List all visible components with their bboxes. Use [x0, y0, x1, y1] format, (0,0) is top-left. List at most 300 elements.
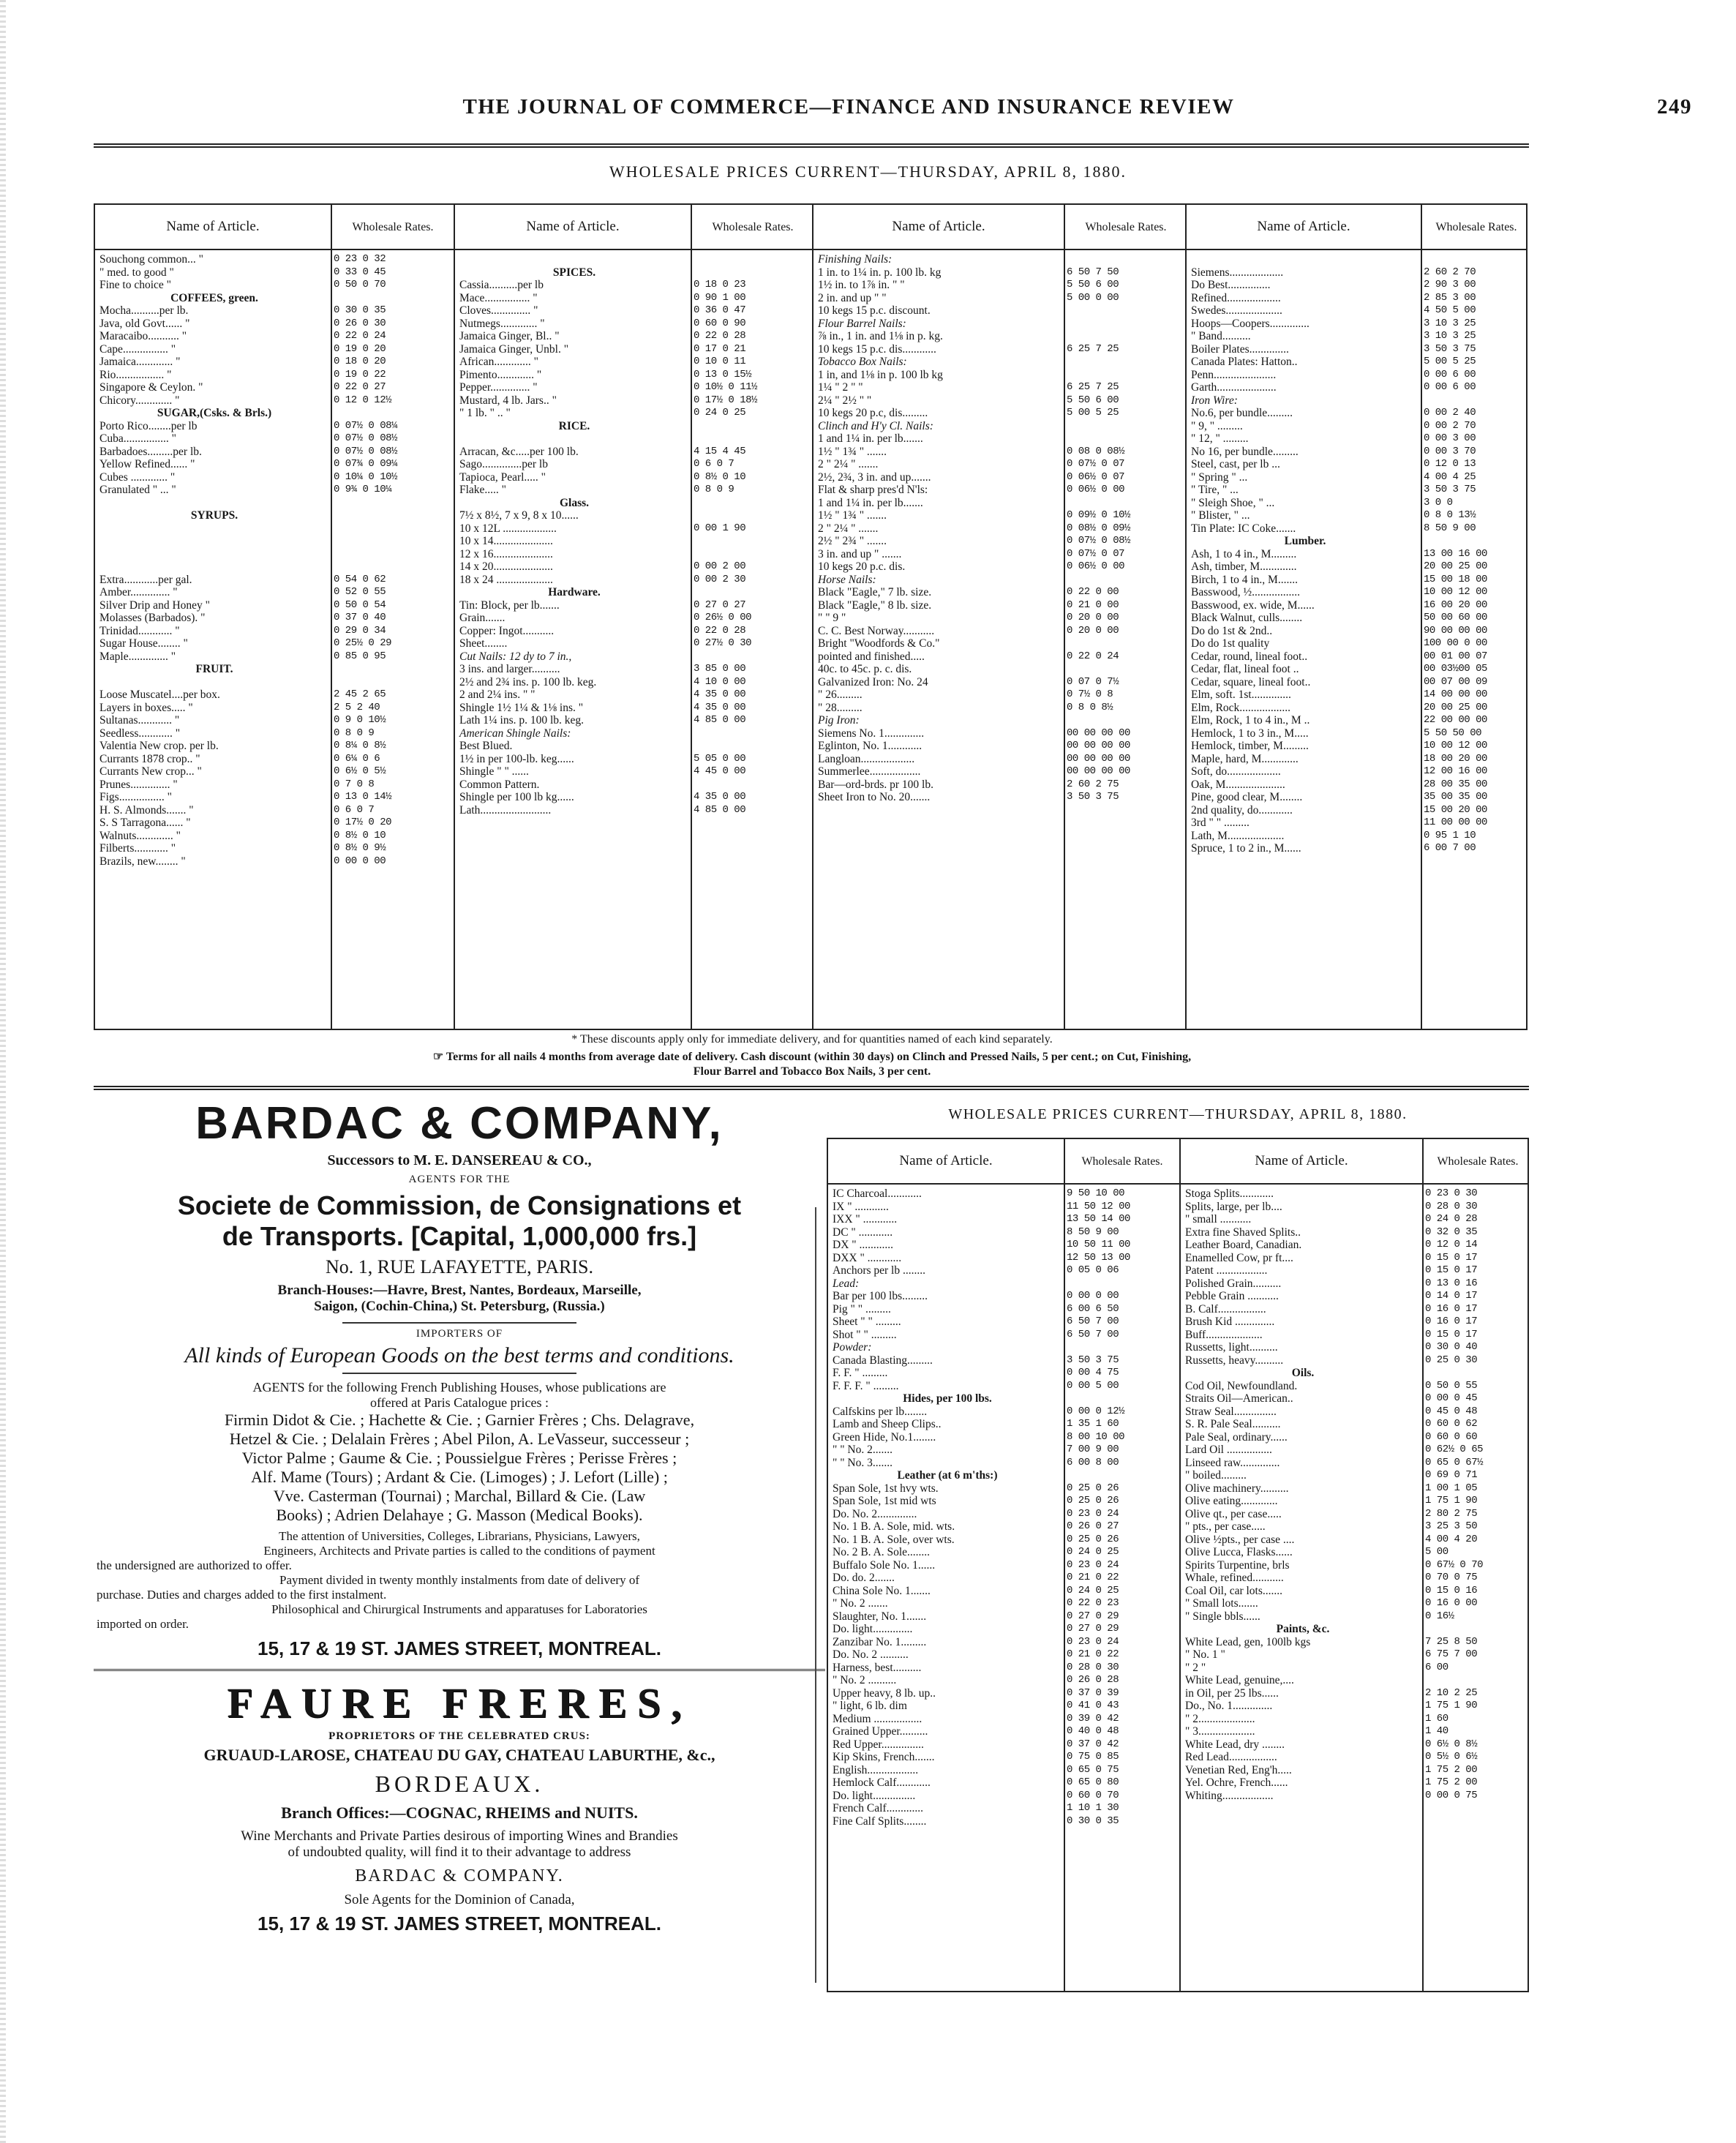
- price-row: [831, 1213, 1176, 1226]
- wholesale-rate: 15 00 18 00: [1424, 573, 1487, 585]
- price-row: [458, 522, 809, 536]
- article-name: " 28.........: [818, 701, 863, 714]
- article-name: Paints, &c.: [1276, 1623, 1330, 1635]
- wholesale-rate: 0 5½ 0 6½: [1425, 1751, 1478, 1763]
- wholesale-rate: 0 6½ 0 5½: [334, 765, 386, 777]
- price-row: [816, 484, 1182, 497]
- price-row: [458, 497, 809, 510]
- price-row: [98, 458, 451, 471]
- price-row: [816, 599, 1182, 612]
- rows: [98, 253, 451, 868]
- wholesale-rate: [1062, 318, 1067, 331]
- article-name: Stoga Splits............: [1185, 1187, 1274, 1200]
- wholesale-rate: 0 7½ 0 8: [1067, 688, 1113, 700]
- wholesale-rate: 5 00 5 25: [1067, 407, 1119, 419]
- price-row: [98, 599, 451, 612]
- wholesale-rate: 1 75 1 90: [1425, 1700, 1478, 1711]
- price-row: [831, 1341, 1176, 1354]
- article-name: " 26.........: [818, 688, 863, 701]
- article-name: Birch, 1 to 4 in., M.......: [1191, 573, 1298, 586]
- price-row: [816, 407, 1182, 420]
- article-name: Flat & sharp pres'd N'ls:: [818, 484, 928, 496]
- wholesale-rate: 20 00 25 00: [1424, 701, 1487, 713]
- article-name: Coal Oil, car lots.......: [1185, 1584, 1283, 1597]
- price-row: [816, 497, 1182, 510]
- wholesale-rate: [1062, 1341, 1067, 1354]
- wholesale-rate: 2 10 2 25: [1425, 1686, 1478, 1699]
- successors-line: Successors to M. E. DANSEREAU & CO.,: [327, 1152, 592, 1168]
- wholesale-rate: 0 00 2 40: [1424, 407, 1476, 419]
- rows: [1190, 253, 1526, 855]
- price-row: [1190, 548, 1526, 561]
- article-name: Do Best...............: [1191, 279, 1271, 291]
- wholesale-rate: 00 01 00 07: [1424, 650, 1487, 662]
- wholesale-rate: 6 75 7 00: [1425, 1648, 1478, 1660]
- article-name: Mustard, 4 lb. Jars.. ": [459, 394, 557, 407]
- article-name: Clinch and H'y Cl. Nails:: [818, 419, 933, 432]
- article-name: 7½ x 8½, 7 x 9, 8 x 10......: [459, 509, 579, 522]
- wholesale-rate: 0 10½ 0 11½: [694, 381, 757, 393]
- article-name: 1½ in per 100-lb. keg......: [459, 752, 574, 765]
- price-row: [98, 522, 451, 536]
- article-name: Polished Grain..........: [1185, 1277, 1282, 1290]
- price-row: [1190, 740, 1526, 753]
- price-row: [98, 688, 451, 702]
- paris-address: No. 1, RUE LAFAYETTE, PARIS.: [326, 1256, 593, 1277]
- price-row: [98, 765, 451, 778]
- article-name: B. Calf.................: [1185, 1302, 1266, 1316]
- wholesale-rate: 3 10 3 25: [1424, 317, 1476, 329]
- price-row: [458, 356, 809, 369]
- article-name: Horse Nails:: [818, 573, 876, 586]
- article-name: Eglinton, No. 1............: [818, 740, 923, 752]
- price-row: [1190, 817, 1526, 830]
- column-2: [454, 205, 812, 1029]
- footnote-terms: ☞ Terms for all nails 4 months from average date of delivery. Cash discount (within 30 days) on Clinch and Pressed Nails, 5 per cent.; on Cut, Finishing,: [432, 1051, 1192, 1063]
- article-name: " 12, " .........: [1191, 432, 1249, 445]
- wholesale-rate: 9 50 10 00: [1067, 1187, 1125, 1199]
- wholesale-rate: 1 60: [1425, 1712, 1448, 1724]
- price-row: [816, 458, 1182, 471]
- price-row: [458, 369, 809, 382]
- price-row: [1190, 253, 1526, 266]
- article-name: Tobacco Box Nails:: [818, 356, 907, 368]
- column-3: [812, 205, 1185, 1029]
- price-row: [458, 432, 809, 446]
- price-row: [458, 381, 809, 394]
- street-address-2: 15, 17 & 19 ST. JAMES STREET, MONTREAL.: [258, 1913, 661, 1934]
- wholesale-rate: [689, 509, 694, 522]
- price-row: [831, 1725, 1176, 1738]
- price-row: [1184, 1226, 1528, 1239]
- price-row: [1190, 663, 1526, 676]
- article-name: China Sole No. 1.......: [833, 1584, 931, 1597]
- article-name: Green Hide, No.1........: [833, 1430, 936, 1444]
- article-name: " 9, " .........: [1191, 419, 1243, 432]
- article-name: Sheet........: [459, 637, 508, 650]
- article-name: Galvanized Iron: No. 24: [818, 675, 928, 688]
- article-name: Russetts, light..........: [1185, 1341, 1278, 1354]
- article-name: Pine, good clear, M........: [1191, 791, 1303, 803]
- wholesale-rate: 0 00 1 90: [694, 522, 746, 534]
- article-name: 10 kegs 15 p.c. discount.: [818, 304, 931, 317]
- price-row: [1184, 1213, 1528, 1226]
- price-row: [1190, 676, 1526, 689]
- price-row: [98, 586, 451, 599]
- wholesale-rate: 8 00 10 00: [1067, 1430, 1125, 1443]
- article-name: Tapioca, Pearl..... ": [459, 470, 546, 484]
- wholesale-rate: 1 75 2 00: [1425, 1776, 1478, 1788]
- wholesale-rate: 4 10 0 00: [694, 675, 746, 688]
- article-name: [98, 535, 329, 548]
- price-row: [1184, 1277, 1528, 1291]
- price-row: [1190, 778, 1526, 792]
- article-name: [98, 548, 329, 561]
- article-name: " " No. 3.......: [833, 1456, 893, 1469]
- article-name: Olive qt., per case.....: [1185, 1507, 1282, 1520]
- price-row: [831, 1367, 1176, 1380]
- wholesale-rate: 0 60 0 70: [1067, 1789, 1119, 1801]
- article-name: Grained Upper..........: [833, 1725, 928, 1738]
- price-row: [831, 1380, 1176, 1393]
- wholesale-rate: 0 50 0 70: [334, 279, 386, 290]
- price-row: [98, 702, 451, 715]
- article-name: Black Walnut, culls........: [1191, 612, 1303, 624]
- article-name: Patent ..................: [1185, 1264, 1268, 1277]
- wholesale-rate: 0 22 0 24: [1067, 650, 1119, 662]
- wholesale-rate: 0 16 0 17: [1425, 1316, 1478, 1327]
- price-row: [831, 1444, 1176, 1457]
- wholesale-rate: 12 50 13 00: [1067, 1251, 1130, 1264]
- article-name: Tin Plate: IC Coke.......: [1191, 522, 1296, 535]
- wholesale-rate: 6 00: [1425, 1661, 1448, 1673]
- wholesale-rate: [1062, 574, 1067, 587]
- wholesale-rate: 0 27½ 0 30: [694, 637, 752, 649]
- price-row: [831, 1252, 1176, 1265]
- price-row: [1184, 1585, 1528, 1598]
- wholesale-rate: 3 50 3 75: [1067, 1354, 1119, 1366]
- price-row: [98, 471, 451, 484]
- price-row: [1190, 318, 1526, 331]
- article-name: 2½ " 2¾ " .......: [818, 535, 887, 547]
- wholesale-rate: 6 00 6 50: [1067, 1302, 1119, 1315]
- price-row: [1190, 586, 1526, 599]
- article-name: Lard Oil ................: [1185, 1444, 1272, 1456]
- wholesale-rate: 0 52 0 55: [334, 586, 386, 598]
- wholesale-rate: [1062, 637, 1067, 650]
- wholesale-rate: 0 25 0 26: [1067, 1533, 1119, 1545]
- article-name: Sheet Iron to No. 20.......: [818, 791, 931, 803]
- article-name: COFFEES, green.: [170, 291, 258, 304]
- price-row: [831, 1546, 1176, 1559]
- price-row: [1190, 714, 1526, 727]
- price-row: [816, 381, 1182, 394]
- wholesale-rate: 0 26 0 28: [1067, 1674, 1119, 1686]
- bardac-heading: BARDAC & COMPANY,: [195, 1098, 724, 1149]
- wholesale-rate: 0 17 0 21: [694, 342, 746, 355]
- article-name: 14 x 20.....................: [459, 560, 553, 573]
- price-row: [831, 1405, 1176, 1419]
- price-row: [831, 1648, 1176, 1662]
- article-name: Valentia New crop. per lb.: [99, 740, 219, 752]
- article-name: Black "Eagle," 8 lb. size.: [818, 598, 932, 612]
- price-row: [1184, 1687, 1528, 1700]
- wholesale-rate: 0 05 0 06: [1067, 1264, 1119, 1276]
- article-name: RICE.: [558, 419, 590, 432]
- article-name: Venetian Red, Eng'h.....: [1185, 1763, 1292, 1776]
- price-row: [816, 446, 1182, 459]
- wholesale-rate: 5 00 0 00: [1067, 291, 1119, 304]
- price-row: [1184, 1252, 1528, 1265]
- article-name: 10 kegs 20 p.c. dis.: [818, 560, 906, 573]
- wholesale-rate: 0 36 0 47: [694, 304, 746, 316]
- wholesale-rate: 0 00 3 00: [1424, 432, 1476, 444]
- wholesale-rate: [689, 650, 694, 664]
- article-name: 1 in, and 1⅛ in p. 100 lb kg: [818, 368, 943, 381]
- price-row: [458, 804, 809, 817]
- article-name: Zanzibar No. 1.........: [833, 1635, 927, 1648]
- price-row: [1190, 343, 1526, 356]
- article-name: 2¼ " 2½ " ": [818, 394, 872, 407]
- article-name: Jamaica Ginger, Unbl. ": [459, 342, 569, 356]
- article-name: 10 kegs 15 p.c. dis............: [818, 342, 936, 356]
- article-name: F. F. F. " .........: [833, 1379, 899, 1392]
- price-row: [1184, 1264, 1528, 1277]
- price-row: [831, 1431, 1176, 1444]
- article-name: Sugar House........ ": [99, 637, 188, 650]
- wholesale-rate: 0 15 0 17: [1425, 1264, 1478, 1276]
- wholesale-rate: [689, 253, 694, 266]
- price-row: [831, 1802, 1176, 1815]
- article-name: S. R. Pale Seal..........: [1185, 1418, 1281, 1430]
- article-name: American Shingle Nails:: [459, 727, 571, 740]
- wholesale-rate: 4 45 0 00: [694, 765, 746, 777]
- wholesale-rate: [329, 548, 334, 561]
- wholesale-rate: 0 14 0 17: [1425, 1290, 1478, 1302]
- article-name: C. C. Best Norway...........: [818, 624, 935, 637]
- article-name: Pig Iron:: [818, 714, 860, 727]
- price-row: [458, 318, 809, 331]
- article-name: Cubes ............. ": [99, 470, 176, 484]
- article-name: Enamelled Cow, pr ft....: [1185, 1251, 1293, 1264]
- wholesale-rate: 00 00 00 00: [1067, 752, 1130, 765]
- article-name: in Oil, per 25 lbs......: [1185, 1686, 1279, 1700]
- article-name: 1 and 1¼ in. per lb.......: [818, 432, 923, 445]
- article-name: Rio................. ": [99, 368, 172, 381]
- article-name: Kip Skins, French.......: [833, 1751, 935, 1763]
- price-row: [1184, 1290, 1528, 1303]
- price-row: [816, 740, 1182, 753]
- price-row: [98, 574, 451, 587]
- price-row: [831, 1700, 1176, 1713]
- price-row: [458, 292, 809, 305]
- wholesale-rate: [1062, 304, 1067, 318]
- wholesale-rate: 3 50 3 75: [1424, 484, 1476, 495]
- wholesale-rate: 0 6¼ 0 6: [334, 752, 380, 765]
- price-row: [816, 778, 1182, 792]
- price-row: [831, 1303, 1176, 1316]
- publishers-2: Hetzel & Cie. ; Delalain Frères ; Abel Pilon, A. LeVasseur, successeur ;: [229, 1430, 690, 1448]
- article-name: Barbadoes.........per lb.: [99, 445, 202, 458]
- wholesale-rate: [689, 778, 694, 792]
- article-name: " Tire, " ...: [1191, 484, 1239, 496]
- price-row: [458, 586, 809, 599]
- article-name: ⅞ in., 1 in. and 1⅛ in p. kg.: [818, 330, 943, 342]
- publishers-3: Victor Palme ; Gaume & Cie. ; Poussielgue Frères ; Perisse Frères ;: [241, 1449, 677, 1467]
- article-name: Olive ½pts., per case ....: [1185, 1533, 1295, 1546]
- instruments-1: Philosophical and Chirurgical Instruments and apparatuses for Laboratories: [271, 1602, 647, 1616]
- price-row: [1184, 1572, 1528, 1585]
- article-name: " No. 2 ..........: [833, 1674, 897, 1686]
- price-row: [98, 676, 451, 689]
- wholesale-rate: 6 25 7 25: [1067, 342, 1119, 355]
- price-row: [1190, 381, 1526, 394]
- price-row: [458, 702, 809, 715]
- wholesale-rate: 20 00 25 00: [1424, 560, 1487, 572]
- wholesale-rate: 6 00 7 00: [1424, 842, 1476, 854]
- wholesale-rate: [689, 548, 694, 561]
- price-row: [458, 727, 809, 740]
- wholesale-rate: 0 06½ 0 00: [1067, 560, 1125, 572]
- price-row: [98, 304, 451, 318]
- wholesale-rate: 0 45 0 48: [1425, 1405, 1478, 1417]
- wholesale-rate: 00 00 00 00: [1067, 765, 1130, 777]
- article-name: Elm, Rock..................: [1191, 701, 1291, 714]
- wholesale-rate: 50 00 60 00: [1424, 612, 1487, 623]
- wholesale-rate: 0 08 0 08½: [1067, 445, 1125, 457]
- wholesale-rate: 0 06½ 0 00: [1067, 484, 1125, 495]
- name-header: Name of Article.: [455, 205, 691, 250]
- article-name: Fine Calf Splits........: [833, 1814, 927, 1828]
- header-rule: [94, 143, 1529, 148]
- bardac-advertisement: [94, 1090, 825, 1997]
- price-row: [831, 1316, 1176, 1329]
- wholesale-rate: 1 75 1 90: [1425, 1495, 1478, 1506]
- price-row: [98, 791, 451, 804]
- wholesale-rate: 0 60 0 62: [1425, 1418, 1478, 1430]
- price-row: [1184, 1648, 1528, 1662]
- price-row: [1184, 1431, 1528, 1444]
- wholesale-rate: 0 13 0 16: [1425, 1277, 1478, 1289]
- price-row: [458, 740, 809, 753]
- wholesale-rate: 5 50 50 00: [1424, 727, 1482, 739]
- article-name: Straits Oil—American..: [1185, 1392, 1293, 1405]
- wholesale-rate: 6 25 7 25: [1067, 381, 1119, 393]
- wholesale-rate: 0 30 0 40: [1425, 1341, 1478, 1353]
- price-row: [458, 560, 809, 574]
- article-name: Span Sole, 1st hvy wts.: [833, 1482, 939, 1495]
- article-name: Shingle per 100 lb kg......: [459, 791, 574, 803]
- article-name: Summerlee..................: [818, 765, 921, 778]
- article-name: No. 1 B. A. Sole, over wts.: [833, 1533, 955, 1546]
- wholesale-rate: 00 00 00 00: [1067, 727, 1130, 739]
- price-row: [831, 1572, 1176, 1585]
- price-row: [1190, 791, 1526, 804]
- wholesale-rate: [1062, 253, 1067, 266]
- article-name: Ash, timber, M.............: [1191, 560, 1297, 573]
- bardac-company-2: BARDAC & COMPANY.: [355, 1866, 564, 1885]
- wholesale-rate: 6 50 7 00: [1067, 1328, 1119, 1340]
- article-name: Steel, cast, per lb ...: [1191, 458, 1280, 470]
- price-row: [1184, 1546, 1528, 1559]
- wholesale-rate: 0 10 0 11: [694, 356, 746, 367]
- wholesale-rate: 0 12 0 14: [1425, 1239, 1478, 1250]
- wholesale-rate: 0 18 0 23: [694, 279, 746, 290]
- article-name: Hemlock, 1 to 3 in., M.....: [1191, 727, 1309, 740]
- wholesale-rate: 0 07½ 0 08½: [334, 432, 397, 444]
- wholesale-rate: 0 23 0 24: [1067, 1635, 1119, 1648]
- wholesale-rate: 0 8 0 8½: [1067, 701, 1113, 713]
- article-name: Do do 1st & 2nd..: [1191, 624, 1273, 637]
- price-row: [1184, 1623, 1528, 1636]
- price-row: [458, 663, 809, 676]
- price-row: [458, 637, 809, 650]
- article-name: Iron Wire:: [1191, 394, 1238, 407]
- article-name: Slaughter, No. 1.......: [833, 1610, 927, 1623]
- article-name: DXX " ............: [833, 1251, 902, 1264]
- article-name: Leather Board, Canadian.: [1185, 1239, 1302, 1251]
- article-name: S. S Tarragona...... ": [99, 817, 191, 829]
- wholesale-rate: 5 50 6 00: [1067, 279, 1119, 290]
- wholesale-rate: 0 23 0 24: [1067, 1507, 1119, 1520]
- wholesale-rate: 0 07½ 0 08½: [334, 445, 397, 457]
- wholesale-rate: 10 00 12 00: [1424, 740, 1487, 751]
- price-row: [98, 292, 451, 305]
- price-row: [1190, 497, 1526, 510]
- price-row: [458, 253, 809, 266]
- article-name: Yel. Ochre, French......: [1185, 1776, 1288, 1789]
- price-row: [1184, 1457, 1528, 1470]
- wholesale-rate: 0 06½ 0 07: [1067, 470, 1125, 483]
- wholesale-rate: 5 05 0 00: [694, 752, 746, 765]
- article-name: Layers in boxes..... ": [99, 701, 193, 714]
- article-name: Russetts, heavy..........: [1185, 1354, 1284, 1367]
- wholesale-rate: [689, 740, 694, 753]
- journal-title: THE JOURNAL OF COMMERCE—FINANCE AND INSURANCE REVIEW: [462, 95, 1235, 119]
- price-row: [1190, 279, 1526, 292]
- wholesale-rate: 0 15 0 17: [1425, 1251, 1478, 1264]
- wholesale-rate: 3 0 0: [1424, 496, 1453, 508]
- wholesale-rate: 0 25 0 26: [1067, 1495, 1119, 1506]
- wholesale-rate: 0 24 0 28: [1425, 1213, 1478, 1225]
- wholesale-rate: 13 00 16 00: [1424, 547, 1487, 560]
- wholesale-rate: 0 15 0 16: [1425, 1584, 1478, 1596]
- article-name: 1¼ " 2 " ": [818, 381, 863, 394]
- wholesale-rate: 0 16 0 17: [1425, 1302, 1478, 1315]
- wholesale-rate: 90 00 00 00: [1424, 624, 1487, 637]
- bottom-table-title: WHOLESALE PRICES CURRENT—THURSDAY, APRIL 8, 1880.: [948, 1106, 1408, 1122]
- wholesale-rate: [689, 727, 694, 740]
- article-name: 10 x 14.....................: [459, 535, 553, 547]
- article-name: [98, 522, 329, 536]
- price-row: [831, 1610, 1176, 1624]
- price-row: [831, 1751, 1176, 1764]
- article-name: Cloves.............. ": [459, 304, 538, 317]
- price-row: [458, 650, 809, 664]
- wholesale-rate: 0 50 0 55: [1425, 1379, 1478, 1392]
- article-name: Cassia..........per lb: [459, 279, 544, 291]
- article-name: SYRUPS.: [190, 509, 238, 522]
- price-row: [458, 343, 809, 356]
- price-row: [1190, 432, 1526, 446]
- price-row: [816, 727, 1182, 740]
- street-address-1: 15, 17 & 19 ST. JAMES STREET, MONTREAL.: [258, 1637, 661, 1659]
- wholesale-rate: [689, 432, 694, 446]
- price-row: [98, 663, 451, 676]
- price-row: [831, 1508, 1176, 1521]
- publishers-4: Alf. Mame (Tours) ; Ardant & Cie. (Limoges) ; J. Lefort (Lille) ;: [251, 1468, 668, 1486]
- wholesale-rate: 0 10¼ 0 10½: [334, 470, 397, 483]
